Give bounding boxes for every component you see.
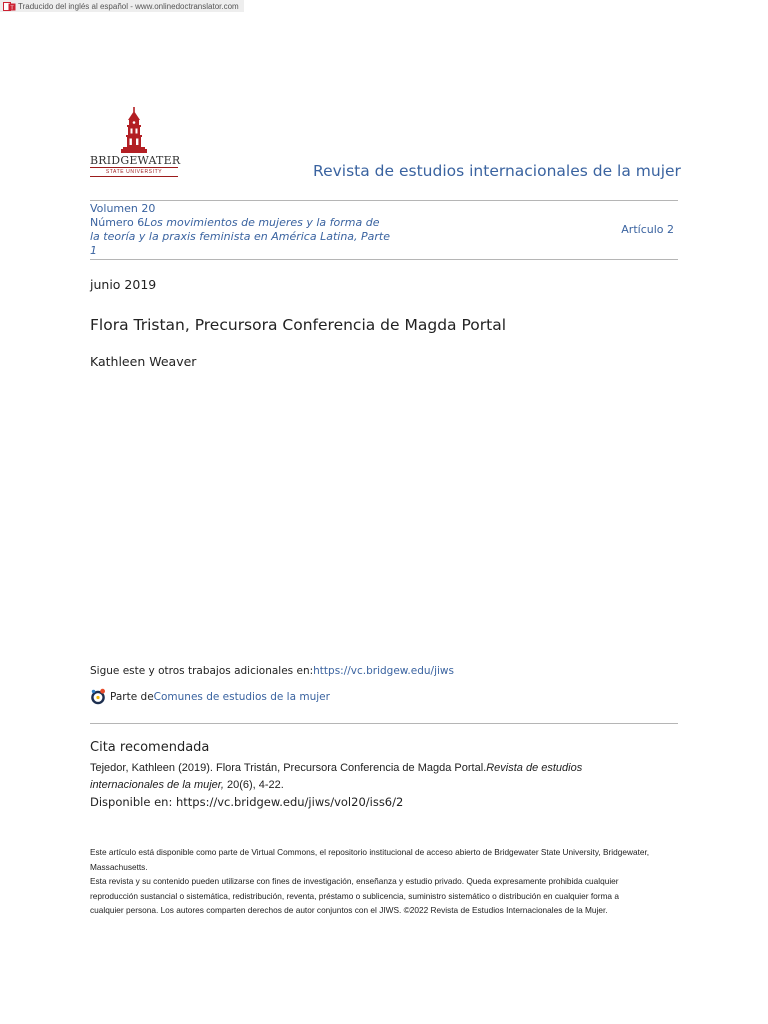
part-of-line [90,688,330,705]
journal-title-link[interactable]: Revista de estudios internacionales de la mujer [313,162,681,180]
article-title: Flora Tristan, Precursora Conferencia de Magda Portal [90,316,506,334]
citation-journal: Revista de estudios internacionales de la mujer, [90,762,583,791]
university-logo [90,106,181,182]
volume-link[interactable]: Volumen 20 [90,202,156,215]
header-divider [90,200,678,201]
translator-banner-text: Traducido del inglés al español - www.onlinedoctranslator.com [18,1,239,11]
network-icon [90,688,107,705]
translator-banner[interactable] [0,0,244,12]
publication-date: junio 2019 [90,277,157,292]
issue-number: Número 6 [90,216,145,229]
repository-notice-line1: Este artículo está disponible como parte de Virtual Commons, el repositorio institucional de acceso abierto de Bridgewater State University, Bridgewater, Massachusetts. [90,847,650,872]
issue-divider [90,259,678,260]
follow-prefix: Sigue este y otros trabajos adicionales en: [90,665,314,677]
citation-heading: Cita recomendada [90,740,210,755]
citation-text [90,760,650,794]
logo-rule-top [90,167,178,168]
logo-rule-bottom [90,176,178,177]
follow-line [90,665,454,677]
repository-notice-line2: Esta revista y su contenido pueden utilizarse con fines de investigación, enseñanza y estudio privado. Queda expresamente prohibida cualquier reproducción sustancial o sistemática, redistribución, reventa, préstamo o sublicencia, suministro sistemático o distribución en cualquier forma a cualquier persona. Los autores comparten derechos de autor conjuntos con el JIWS. ©2022 Revista de Estudios Internacionales de la Mujer. [90,876,619,916]
logo-wordmark: BRIDGEWATER [90,154,181,167]
part-prefix: Parte de [110,690,154,703]
womens-studies-commons-link[interactable]: Comunes de estudios de la mujer [153,690,330,703]
issue-title: Los movimientos de mujeres y la forma de la teoría y la praxis feminista en América Latina, Parte 1 [90,216,391,257]
citation-available: Disponible en: https://vc.bridgew.edu/jiws/vol20/iss6/2 [90,795,404,809]
bell-tower-icon [90,106,178,154]
article-number-link[interactable]: Artículo 2 [621,223,674,236]
article-author: Kathleen Weaver [90,354,197,369]
svg-text:T: T [10,4,14,11]
follow-url-link[interactable]: https://vc.bridgew.edu/jiws [313,665,454,677]
issue-info [90,202,390,258]
issue-link[interactable] [90,216,390,258]
citation-divider [90,723,678,724]
citation-main: Tejedor, Kathleen (2019). Flora Tristán, Precursora Conferencia de Magda Portal. [90,762,487,774]
logo-subtitle: STATE UNIVERSITY [105,169,163,175]
document-translator-icon [3,2,16,11]
repository-notice [90,845,650,918]
citation-details: 20(6), 4-22. [223,779,284,791]
